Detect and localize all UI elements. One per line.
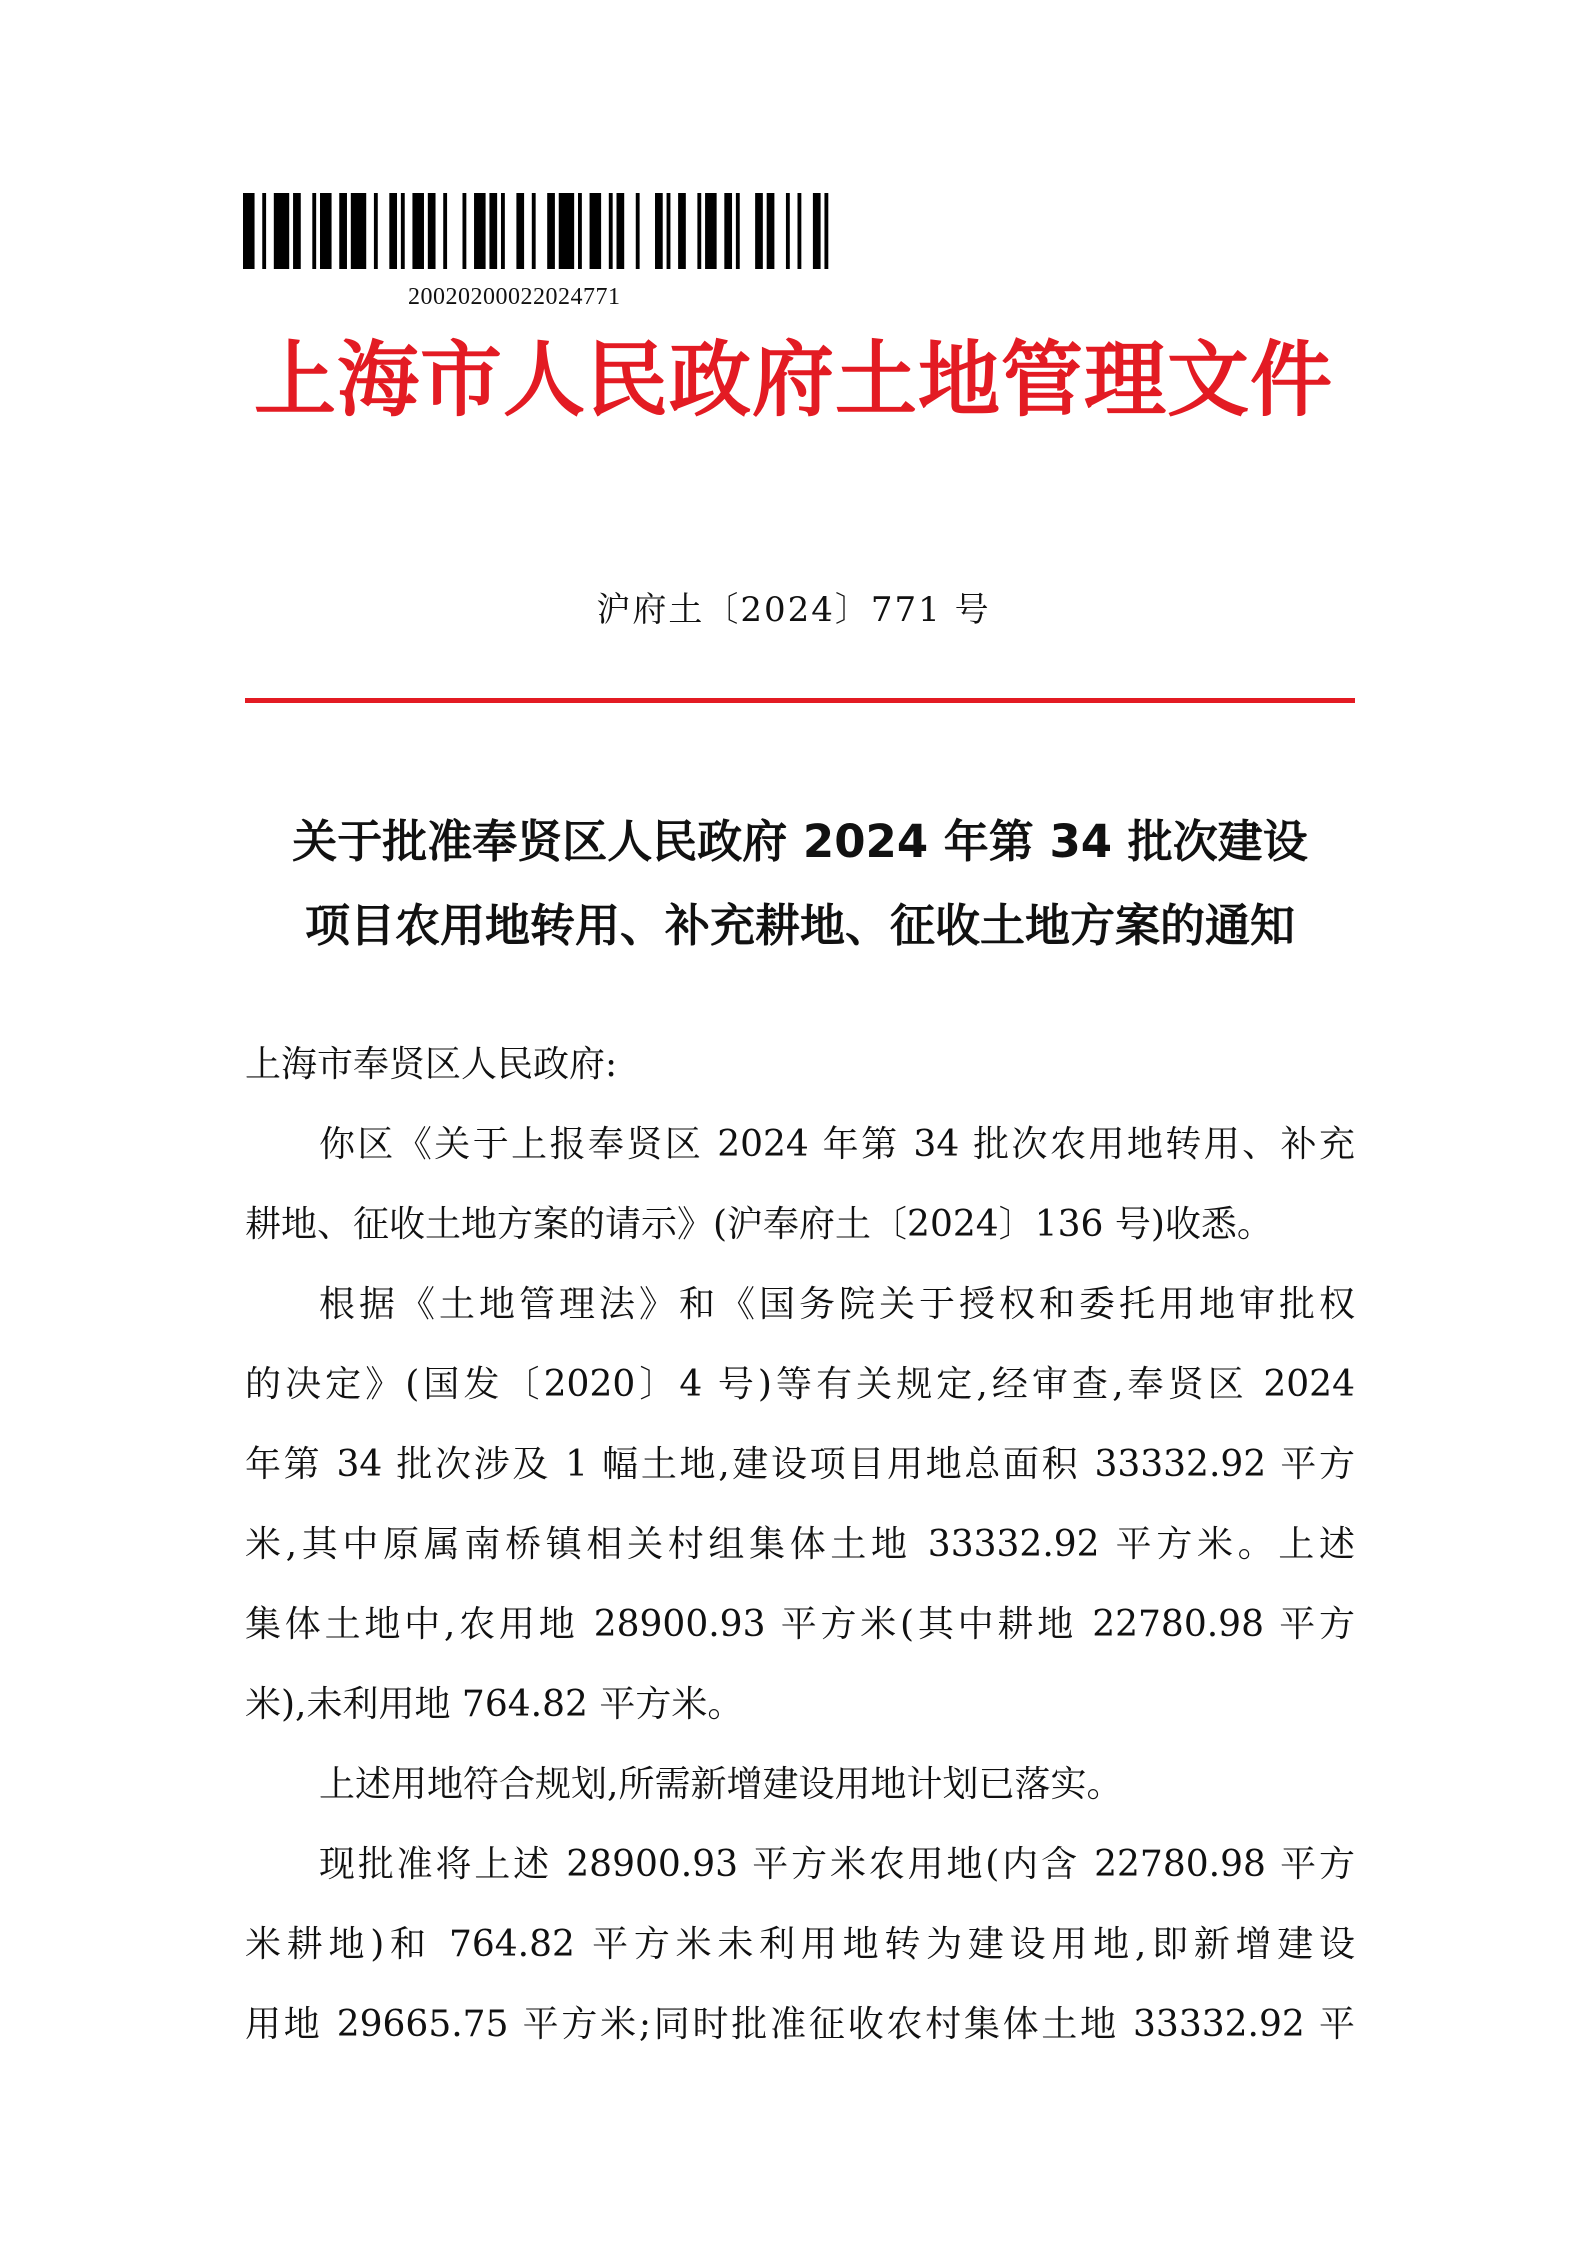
barcode-bar xyxy=(243,193,255,269)
barcode-bar xyxy=(293,193,301,269)
paragraph-3 xyxy=(245,1745,1355,1825)
barcode-bar xyxy=(274,193,289,269)
barcode-bar xyxy=(474,193,486,269)
addressee: 上海市奉贤区人民政府: xyxy=(245,1044,618,1085)
barcode-bar xyxy=(532,193,536,269)
barcode-bar xyxy=(813,193,821,269)
barcode-bar xyxy=(547,193,555,269)
paragraph-line: 现批准将上述 28900.93 平方米农用地(内含 22780.98 平方 xyxy=(319,1844,1355,1885)
paragraph-line: 米),未利用地 764.82 平方米。 xyxy=(245,1684,744,1725)
barcode-bar xyxy=(389,193,397,269)
paragraph-line: 用地 29665.75 平方米;同时批准征收农村集体土地 33332.92 平 xyxy=(245,2004,1355,2045)
barcode-bar xyxy=(339,193,347,269)
barcode-bar xyxy=(724,193,732,269)
notice-title xyxy=(240,800,1360,968)
paragraph-1 xyxy=(245,1105,1355,1265)
barcode-bar xyxy=(559,193,574,269)
barcode-bar xyxy=(351,193,366,269)
paragraph-line: 年第 34 批次涉及 1 幅土地,建设项目用地总面积 33332.92 平方 xyxy=(245,1444,1355,1485)
barcode-bar xyxy=(489,193,497,269)
paragraph-2 xyxy=(245,1265,1355,1745)
barcode-bar xyxy=(428,193,436,269)
red-divider xyxy=(245,698,1355,703)
barcode-bar xyxy=(609,193,613,269)
paragraph-line: 的决定》(国发〔2020〕4 号)等有关规定,经审查,奉贤区 2024 xyxy=(245,1364,1355,1405)
barcode-bar xyxy=(755,193,763,269)
barcode-bar xyxy=(824,193,828,269)
barcode-bar xyxy=(320,193,332,269)
barcode-bar xyxy=(578,193,582,269)
title-line-1: 关于批准奉贤区人民政府 2024 年第 34 批次建设 xyxy=(292,815,1308,868)
document-body xyxy=(245,1025,1355,2065)
barcode-bar xyxy=(786,193,790,269)
barcode-number: 20020200022024771 xyxy=(408,284,621,310)
barcode-bar xyxy=(655,193,663,269)
paragraph-line: 集体土地中,农用地 28900.93 平方米(其中耕地 22780.98 平方 xyxy=(245,1604,1355,1645)
paragraph-line: 你区《关于上报奉贤区 2024 年第 34 批次农用地转用、补充 xyxy=(319,1124,1355,1165)
barcode-bar xyxy=(262,193,266,269)
barcode-bar xyxy=(312,193,316,269)
barcode-bar xyxy=(678,193,686,269)
barcode-bar xyxy=(767,193,775,269)
paragraph-line: 米,其中原属南桥镇相关村组集体土地 33332.92 平方米。上述 xyxy=(245,1524,1355,1565)
title-line-2: 项目农用地转用、补充耕地、征收土地方案的通知 xyxy=(304,899,1295,952)
barcode-bar xyxy=(797,193,801,269)
barcode-bar xyxy=(501,193,505,269)
barcode-bar xyxy=(374,193,378,269)
barcode xyxy=(243,193,836,269)
barcode-bar xyxy=(667,193,671,269)
barcode-bar xyxy=(636,193,640,269)
barcode-bar xyxy=(617,193,625,269)
paragraph-4 xyxy=(245,1825,1355,2065)
paragraph-line: 根据《土地管理法》和《国务院关于授权和委托用地审批权 xyxy=(319,1284,1355,1325)
barcode-bar xyxy=(697,193,701,269)
barcode-bar xyxy=(516,193,524,269)
document-number: 沪府土〔2024〕771 号 xyxy=(596,590,991,630)
paragraph-line: 耕地、征收土地方案的请示》(沪奉府土〔2024〕136 号)收悉。 xyxy=(245,1204,1273,1245)
barcode-bar xyxy=(462,193,466,269)
barcode-bar xyxy=(401,193,405,269)
issuer-heading: 上海市人民政府土地管理文件 xyxy=(253,332,1333,428)
paragraph-line: 上述用地符合规划,所需新增建设用地计划已落实。 xyxy=(319,1764,1123,1805)
barcode-bar xyxy=(736,193,740,269)
barcode-bar xyxy=(412,193,424,269)
barcode-bar xyxy=(705,193,717,269)
barcode-bar xyxy=(443,193,447,269)
paragraph-line: 米耕地)和 764.82 平方米未利用地转为建设用地,即新增建设 xyxy=(245,1924,1355,1965)
barcode-bar xyxy=(590,193,602,269)
